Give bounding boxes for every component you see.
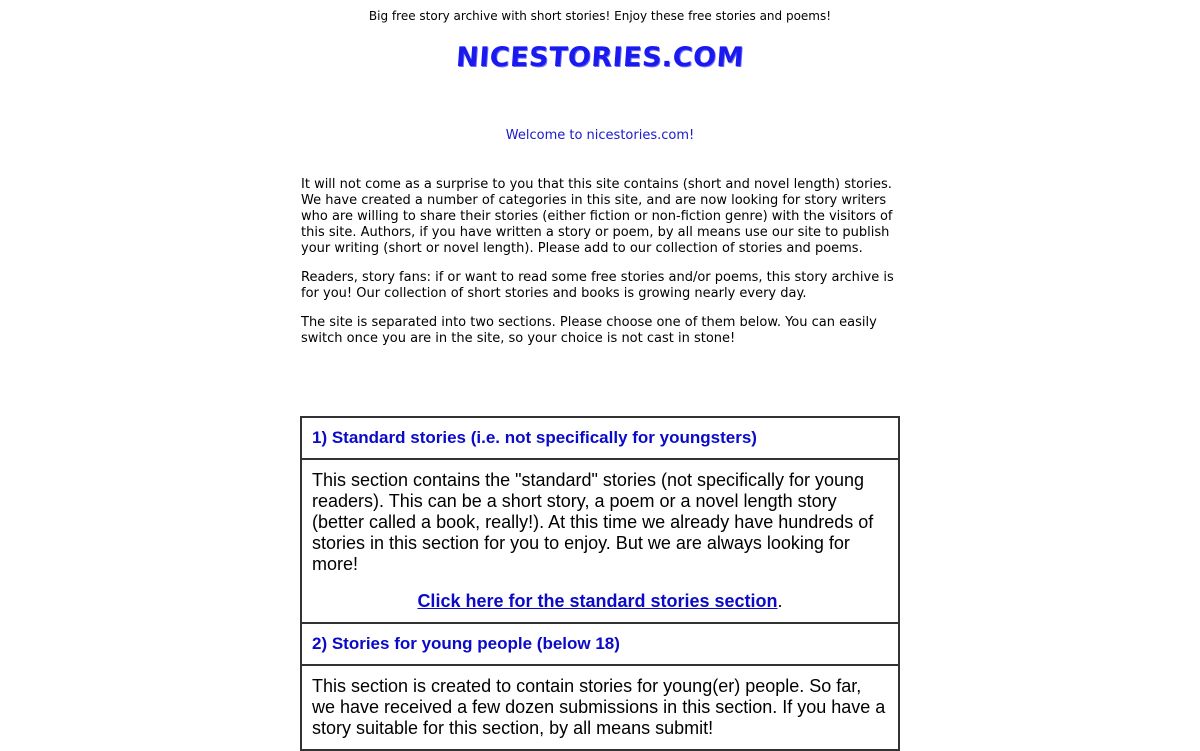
section-body-row	[301, 665, 899, 750]
intro-paragraph: It will not come as a surprise to you that this site contains (short and novel length) stories. We have created a number of categories in this site, and are now looking for story writers who are willing to share their stories (either fiction or non-fiction genre) with the visitors of this site. Authors, if you have written a story or poem, by all means use our site to publish your writing (short or novel length). Please add to our collection of stories and poems.	[301, 177, 893, 256]
intro-paragraph: The site is separated into two sections. Please choose one of them below. You can easily switch once you are in the site, so your choice is not cast in stone!	[301, 315, 877, 346]
site-tagline: Big free story archive with short stories! Enjoy these free stories and poems!	[368, 9, 832, 23]
sections-table	[300, 416, 900, 751]
section-header-row	[301, 417, 899, 459]
welcome-message: Welcome to nicestories.com!	[505, 128, 695, 143]
section-body-young	[301, 665, 899, 750]
intro-paragraph: Readers, story fans: if or want to read some free stories and/or poems, this story archive is for you! Our collection of short stories and books is growing nearly every day.	[301, 270, 894, 301]
section-body-row	[301, 459, 899, 623]
site-logo[interactable]: NICESTORIES.COM	[454, 42, 746, 73]
section-description: This section contains the "standard" stories (not specifically for young readers). This can be a short story, a poem or a novel length story (better called a book, really!). At this time we already have hundreds of stories in this section for you to enjoy. But we are always looking for more!	[312, 470, 874, 574]
link-suffix: .	[777, 591, 783, 611]
section-description: This section is created to contain stories for young(er) people. So far, we have received a few dozen submissions in this section. If you have a story suitable for this section, by all means submit!	[312, 676, 886, 738]
intro-text	[301, 177, 901, 360]
standard-stories-link[interactable]: Click here for the standard stories section	[417, 591, 778, 611]
section-header-row	[301, 623, 899, 665]
section-title-young: 2) Stories for young people (below 18)	[301, 623, 899, 665]
section-title-standard: 1) Standard stories (i.e. not specifically for youngsters)	[301, 417, 899, 459]
section-body-standard	[301, 459, 899, 623]
section-link-line	[312, 591, 888, 612]
